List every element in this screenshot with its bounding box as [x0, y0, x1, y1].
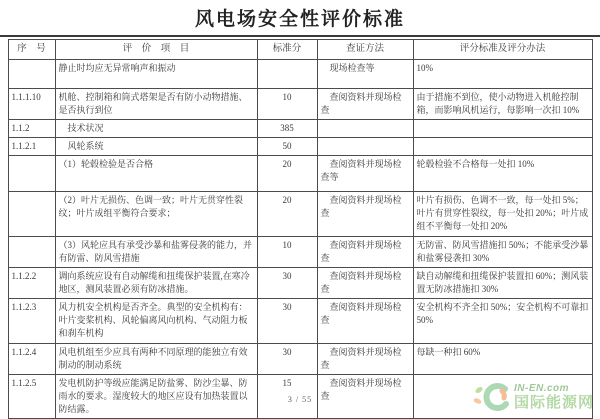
cell-method: 查阅资料并现场检查 — [317, 374, 413, 418]
cell-item: 机舱、控制箱和筒式塔架是否有防小动物措施、是否执行到位 — [55, 89, 257, 120]
table-body — [8, 60, 592, 419]
cell-no: 1.1.2 — [8, 120, 55, 138]
table-row — [8, 89, 592, 120]
cell-score: 10 — [257, 89, 317, 120]
page-number: 3 / 55 — [287, 395, 313, 404]
table-row — [8, 60, 592, 89]
cell-method: 查阅资料并现场检查 — [317, 343, 413, 374]
title-divider — [0, 35, 600, 37]
cell-no — [8, 237, 55, 268]
in-en-logo-icon — [473, 381, 511, 413]
evaluation-table — [8, 39, 593, 419]
col-header-criteria: 评分标准及评分办法 — [413, 40, 592, 60]
watermark — [473, 381, 594, 413]
cell-no: 1.1.1.10 — [8, 89, 55, 120]
cell-score: 30 — [257, 343, 317, 374]
col-header-item: 评 价 项 目 — [55, 40, 257, 60]
table-row — [8, 343, 592, 374]
cell-no: 1.1.2.1 — [8, 138, 55, 156]
cell-no: 1.1.2.4 — [8, 343, 55, 374]
cell-criteria: 无防雷、防风雪措施扣 50%；不能承受沙暴和盐雾侵袭扣 30% — [413, 237, 592, 268]
table-row — [8, 192, 592, 237]
table-row — [8, 268, 592, 299]
table-header — [8, 40, 592, 60]
cell-item: 发电机防护等级应能满足防盐雾、防沙尘暴、防雨水的要求。湿度较大的地区应设有加热装置以防结露。 — [55, 374, 257, 418]
cell-method — [317, 138, 413, 156]
cell-score — [257, 60, 317, 89]
cell-criteria: 由于措施不到位，使小动物进入机舱控制箱，而影响风机运行，每影响一次扣 10% — [413, 89, 592, 120]
watermark-site: IN-EN.com — [513, 383, 570, 394]
page-title: 风电场安全性评价标准 — [194, 9, 405, 30]
cell-item: （2）叶片无损伤、色调一致；叶片无贯穿性裂纹；叶片成组平衡符合要求； — [55, 192, 257, 237]
table-row — [8, 120, 592, 138]
cell-criteria: 轮毂检验不合格每一处扣 10% — [413, 156, 592, 192]
cell-item: 风电机组至少应具有两种不同原理的能独立有效制动的制动系统 — [55, 343, 257, 374]
cell-criteria — [413, 138, 592, 156]
cell-no: 1.1.2.5 — [8, 374, 55, 418]
cell-score: 20 — [257, 192, 317, 237]
cell-score: 50 — [257, 138, 317, 156]
cell-no — [8, 156, 55, 192]
cell-item: （3）风轮应具有承受沙暴和盐雾侵袭的能力，并有防雷、防风雪措施 — [55, 237, 257, 268]
cell-criteria: 叶片有损伤、色调不一致，每一处扣 5%；叶片有贯穿性裂纹，每一处扣 20%；叶片成组不平衡每一处扣 20% — [413, 192, 592, 237]
watermark-text — [514, 384, 594, 410]
table-row — [8, 299, 592, 343]
cell-method: 现场检查等 — [317, 60, 413, 89]
cell-no — [8, 192, 55, 237]
table-row — [8, 237, 592, 268]
cell-item: 技术状况 — [55, 120, 257, 138]
cell-no: 1.1.2.2 — [8, 268, 55, 299]
cell-criteria: 缺自动解缆和扭缆保护装置扣 60%；测风装置无防冰措施扣 30% — [413, 268, 592, 299]
cell-no: 1.1.2.3 — [8, 299, 55, 343]
cell-method: 查阅资料并现场检查 — [317, 299, 413, 343]
cell-score: 385 — [257, 120, 317, 138]
cell-item: 调向系统应设有自动解缆和扭缆保护装置,在寒冷地区，测风装置必须有防冰措施。 — [55, 268, 257, 299]
col-header-score: 标准分 — [257, 40, 317, 60]
col-header-method: 查证方法 — [317, 40, 413, 60]
cell-criteria: 安全机构不齐全扣 50%；安全机构不可靠扣 50% — [413, 299, 592, 343]
cell-no — [8, 60, 55, 89]
watermark-name: 国际能源网 — [513, 394, 594, 411]
cell-item: 风轮系统 — [55, 138, 257, 156]
table-row — [8, 156, 592, 192]
cell-method: 查阅资料并现场检查等 — [317, 156, 413, 192]
cell-score: 10 — [257, 237, 317, 268]
cell-score: 30 — [257, 299, 317, 343]
cell-method: 查阅资料并现场检查 — [317, 268, 413, 299]
cell-criteria: 每缺一种扣 60% — [413, 343, 592, 374]
cell-criteria: 10% — [413, 60, 592, 89]
cell-score: 15 — [257, 374, 317, 418]
cell-score: 30 — [257, 268, 317, 299]
cell-item: （1）轮毂检验是否合格 — [55, 156, 257, 192]
cell-method: 查阅资料并现场检查 — [317, 192, 413, 237]
table-row — [8, 138, 592, 156]
cell-score: 20 — [257, 156, 317, 192]
col-header-no: 序 号 — [8, 40, 55, 60]
cell-method — [317, 120, 413, 138]
cell-item: 风力机安全机构是否齐全。典型的安全机构有：叶片变桨机构、风轮偏离风向机构、气动阻力板和刹车机构 — [55, 299, 257, 343]
cell-method: 查阅资料并现场检查 — [317, 237, 413, 268]
cell-item: 静止时均应无异常响声和振动 — [55, 60, 257, 89]
cell-criteria — [413, 120, 592, 138]
cell-method: 查阅资料并现场检查 — [317, 89, 413, 120]
header-row — [8, 40, 592, 60]
